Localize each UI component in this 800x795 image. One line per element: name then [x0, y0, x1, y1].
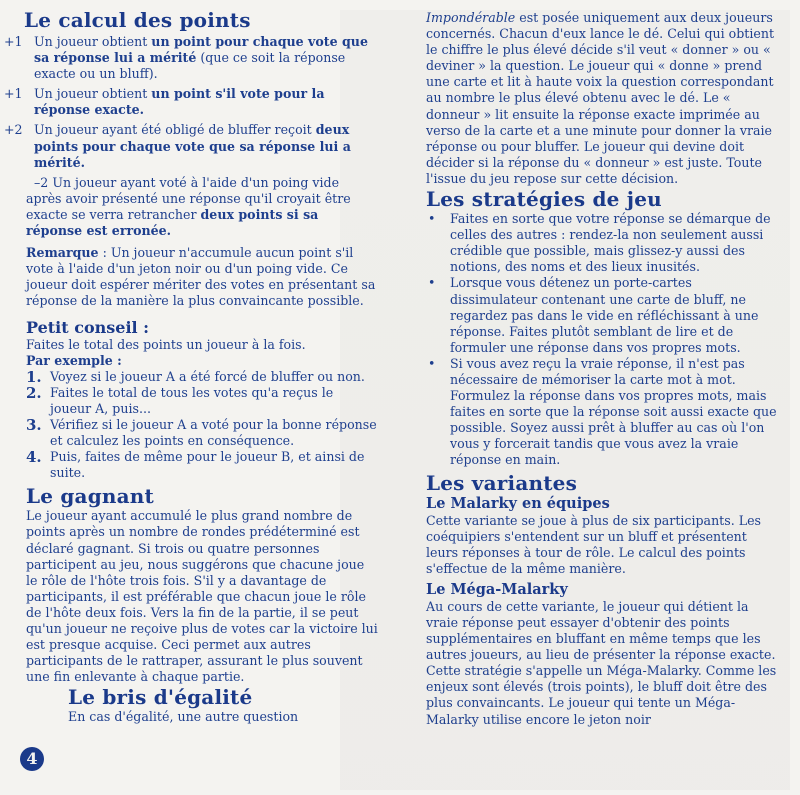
calcul-title: Le calcul des points	[24, 8, 251, 32]
strategy-bullet: • Lorsque vous détenez un porte-cartes dissimulateur contenant une carte de bluff, ne regardez pas dans le vide en réfléchissant à une réponse. Faites plutôt semblant de lire et de formuler une réponse dans vos propres mots.	[428, 275, 759, 355]
point-value: +1	[4, 86, 23, 102]
left-column	[4, 8, 378, 725]
penalty-rule: –2 Un joueur ayant voté à l'aide d'un poing vide après avoir présenté une réponse qu'il croyait être exacte se verra retrancher deux points si sa réponse est erronée.	[26, 174, 351, 239]
page-number-badge: 4	[20, 747, 44, 771]
point-rule-2: +1 Un joueur obtient un point s'il vote pour la réponse exacte.	[4, 86, 325, 118]
gagnant-text: Le joueur ayant accumulé le plus grand nombre de points après un nombre de rondes prédéterminé est déclaré gagnant. Si trois ou quatre personnes participent au jeu, nous suggérons que chacune joue le rôle de l'hôte trois fois. S'il y a davantage de participants, il est préférable que chacun joue le rôle de l'hôte deux fois. Vers la fin de la partie, il se peut qu'un joueur ne reçoive plus de votes car la victoire lui est presque acquise. Ceci permet aux autres participants de le rattraper, assurant le plus souvent une fin enlevante à chaque partie.	[26, 508, 378, 685]
strategy-bullet: • Faites en sorte que votre réponse se démarque de celles des autres : rendez-la non seulement aussi crédible que possible, mais glissez-y aussi des notions, des noms et des lieux inusités.	[428, 211, 771, 275]
gagnant-title: Le gagnant	[26, 484, 154, 509]
point-value: –2	[34, 174, 49, 190]
point-value: +2	[4, 122, 23, 138]
mega-text: Au cours de cette variante, le joueur qui détient la vraie réponse peut essayer d'obtenir des points supplémentaires en bluffant en même temps que les autres joueurs, au lieu de présenter la réponse exacte. Cette stratégie s'appelle un Méga-Malarky. Comme les enjeux sont élevés (trois points), le bluff doit être des plus convaincants. Le joueur qui tente un Méga-Malarky utilise encore le jeton noir	[426, 598, 777, 727]
point-rule-1: +1 Un joueur obtient un point pour chaque vote que sa réponse lui a mérité (que ce soit la réponse exacte ou un bluff).	[4, 34, 368, 82]
mega-title: Le Méga-Malarky	[426, 580, 568, 598]
equipes-title: Le Malarky en équipes	[426, 494, 610, 512]
point-value: +1	[4, 34, 23, 49]
strategies-title: Les stratégies de jeu	[426, 187, 662, 212]
step-item: 1. Voyez si le joueur A a été forcé de bluffer ou non.	[26, 367, 365, 386]
variantes-title: Les variantes	[426, 470, 578, 495]
remarque: Remarque : Un joueur n'accumule aucun point s'il vote à l'aide d'un jeton noir ou d'un poing vide. Ce joueur doit espérer mériter des votes en présentant sa réponse de la manière la plus convaincante possible.	[26, 245, 376, 309]
right-column	[426, 8, 778, 728]
step-item: 2. Faites le total de tous les votes qu'a reçus le joueur A, puis...	[26, 383, 334, 416]
strategy-bullet: • Si vous avez reçu la vraie réponse, il n'est pas nécessaire de mémoriser la carte mot à mot. Formulez la réponse dans vos propres mots, mais faites en sorte que la réponse soit aussi exacte que possible. Soyez aussi prêt à bluffer au cas où l'on vous y forcerait tandis que vous avez la vraie réponse en main.	[428, 355, 777, 468]
egalite-continued: Impondérable est posée uniquement aux deux joueurs concernés. Chacun d'eux lance le dé. Celui qui obtient le chiffre le plus élevé décide s'il veut « donner » ou « deviner » la question. Le joueur qui « donne » prend une carte et lit à haute voix la question correspondant au nombre le plus élevé obtenu avec le dé. Le « donneur » lit ensuite la réponse exacte imprimée au verso de la carte et a une minute pour donner la vraie réponse ou pour bluffer. Le joueur qui devine doit décider si la réponse du « donneur » est juste. Toute l'issue du jeu repose sur cette décision.	[426, 10, 775, 186]
step-item: 4. Puis, faites de même pour le joueur B, et ainsi de suite.	[26, 448, 365, 481]
egalite-title: Le bris d'égalité	[68, 685, 253, 710]
exemple-label: Par exemple :	[26, 352, 122, 368]
conseil-title: Petit conseil :	[26, 317, 150, 337]
egalite-text: En cas d'égalité, une autre question	[68, 709, 299, 725]
point-rule-3: +2 Un joueur ayant été obligé de bluffer reçoit deux points pour chaque vote que sa réponse lui a mérité.	[4, 122, 351, 170]
step-item: 3. Vérifiez si le joueur A a voté pour la bonne réponse et calculez les points en conséquence.	[26, 415, 377, 449]
conseil-text: Faites le total des points un joueur à la fois.	[26, 336, 306, 352]
equipes-text: Cette variante se joue à plus de six participants. Les coéquipiers s'entendent sur un bluff et présentent leurs réponses à tour de rôle. Le calcul des points s'effectue de la même manière.	[426, 512, 761, 576]
